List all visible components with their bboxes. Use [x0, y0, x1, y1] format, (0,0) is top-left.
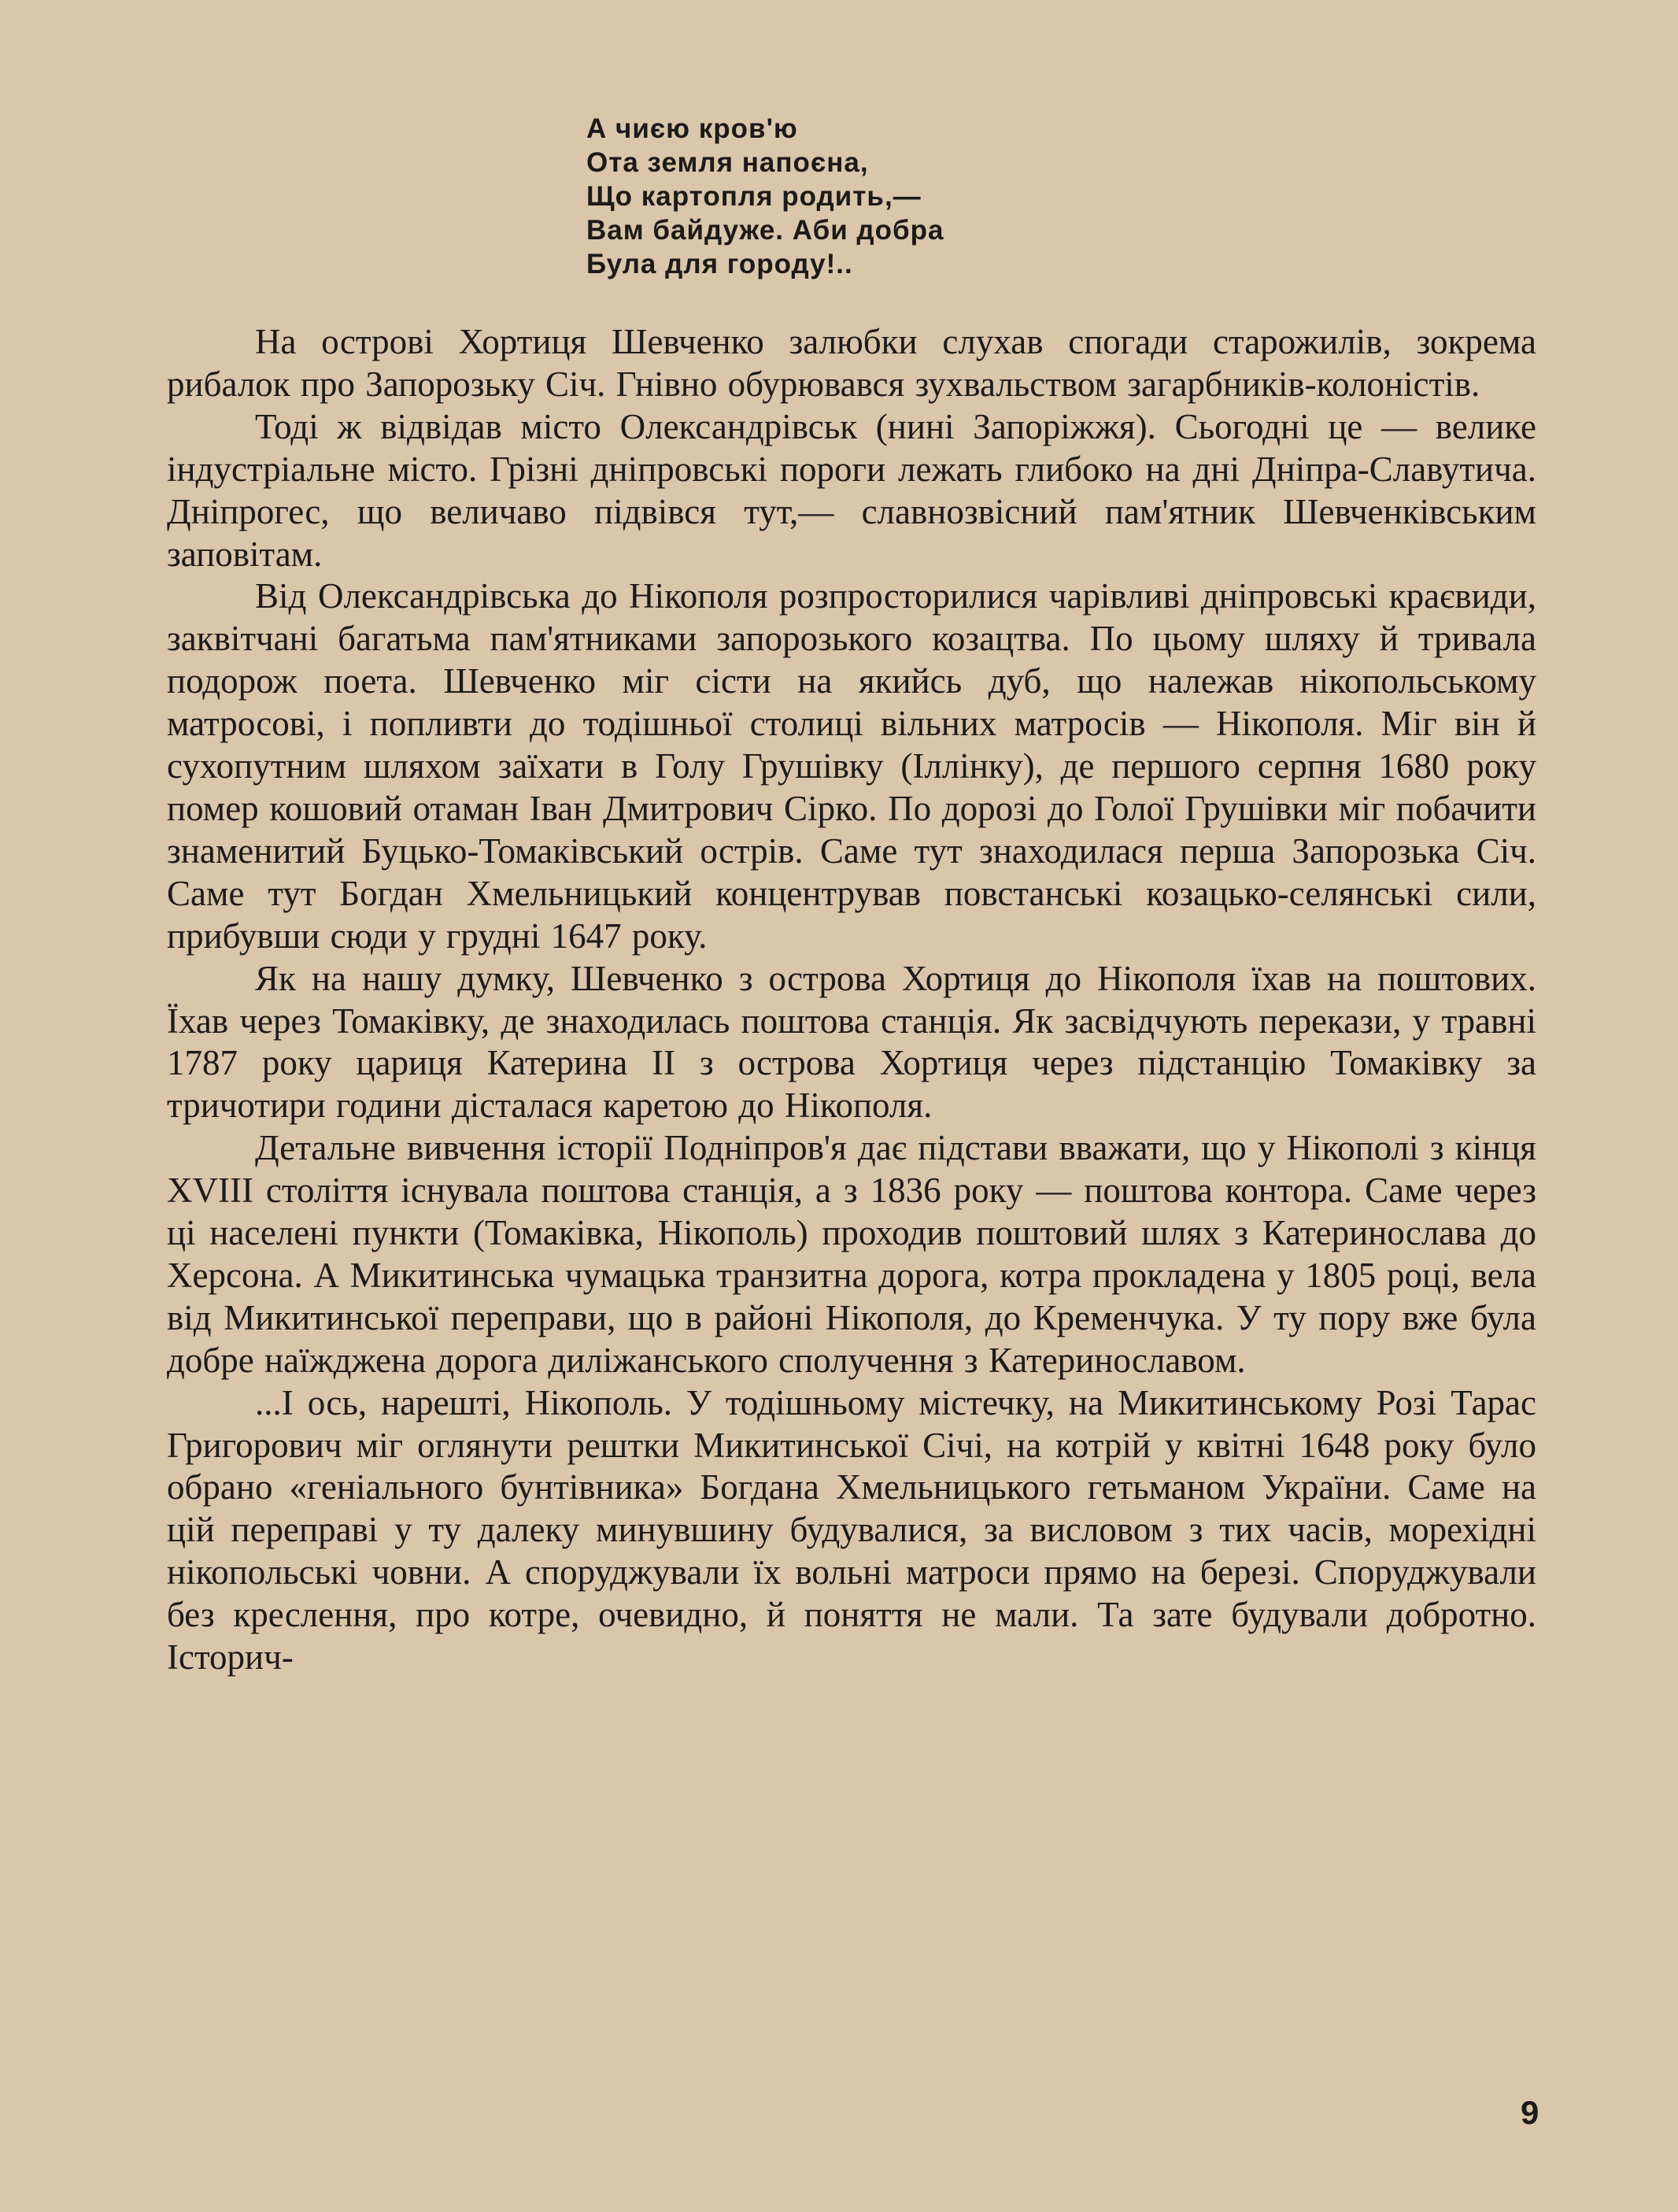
poem-line: Була для городу!..: [586, 249, 853, 279]
paragraph-nikopol: ...І ось, нарешті, Нікополь. У тодішньому містечку, на Микитинському Розі Тарас Григорович міг оглянути рештки Микитинської Січі, на котрій у квітні 1648 року було обрано «геніального бунтівника» Богдана Хмельницького гетьманом України. Саме на цій переправі у ту далеку минувшину будувалися, за висловом з тих часів, морехідні нікопольські човни. А споруджували їх вольні матроси прямо на березі. Споруджували без креслення, про котре, очевидно, й поняття не мали. Та зате будували добротно. Історич-: [167, 1382, 1536, 1677]
paragraph-khortytsia: На острові Хортиця Шевченко залюбки слухав спогади старожилів, зокрема рибалок про Запорозьку Січ. Гнівно обурювався зухвальством загарбників-колоністів.: [167, 322, 1536, 404]
poem-line: Вам байдуже. Аби добра: [586, 215, 944, 246]
body-text: [167, 321, 1536, 1679]
page-number: 9: [1521, 2094, 1539, 2131]
poem-line: А чиєю кров'ю: [586, 113, 798, 144]
poem-line: Що картопля родить,—: [586, 181, 922, 212]
poem-line: Ота земля напоєна,: [586, 147, 869, 178]
paragraph-oleksandrivsk: Тоді ж відвідав місто Олександрівськ (нині Запоріжжя). Сьогодні це — велике індустріальне місто. Грізні дніпровські пороги лежать глибоко на дні Дніпра-Славутича. Дніпрогес, що величаво підвівся тут,— славнозвісний пам'ятник Шевченківським заповітам.: [167, 406, 1536, 574]
paragraph-journey: Від Олександрівська до Нікополя розпросторилися чарівливі дніпровські краєвиди, заквітчані багатьма пам'ятниками запорозького козацтва. По цьому шляху й тривала подорож поета. Шевченко міг сісти на якийсь дуб, що належав нікопольському матросові, і попливти до тодішньої столиці вільних матросів — Нікополя. Міг він й сухопутним шляхом заїхати в Голу Грушівку (Іллінку), де першого серпня 1680 року помер кошовий отаман Іван Дмитрович Сірко. По дорозі до Голої Грушівки міг побачити знаменитий Буцько-Томаківський острів. Саме тут знаходилася перша Запорозька Січ. Саме тут Богдан Хмельницький концентрував повстанські козацько-селянські сили, прибувши сюди у грудні 1647 року.: [167, 576, 1536, 956]
paragraph-history-dnipro: Детальне вивчення історії Подніпров'я дає підстави вважати, що у Нікополі з кінця XVIII століття існувала поштова станція, а з 1836 року — поштова контора. Саме через ці населені пункти (Томаківка, Нікополь) проходив поштовий шлях з Катеринослава до Херсона. А Микитинська чумацька транзитна дорога, котра прокладена у 1805 році, вела від Микитинської переправи, що в районі Нікополя, до Кременчука. У ту пору вже була добре наїжджена дорога диліжанського сполучення з Катеринославом.: [167, 1128, 1536, 1380]
paragraph-postal-route: Як на нашу думку, Шевченко з острова Хортиця до Нікополя їхав на поштових. Їхав через Томаківку, де знаходилась поштова станція. Як засвідчують перекази, у травні 1787 року цариця Катерина II з острова Хортиця через підстанцію Томаківку за тричотири години дісталася каретою до Нікополя.: [167, 958, 1536, 1126]
poem-epigraph: [586, 112, 1137, 281]
